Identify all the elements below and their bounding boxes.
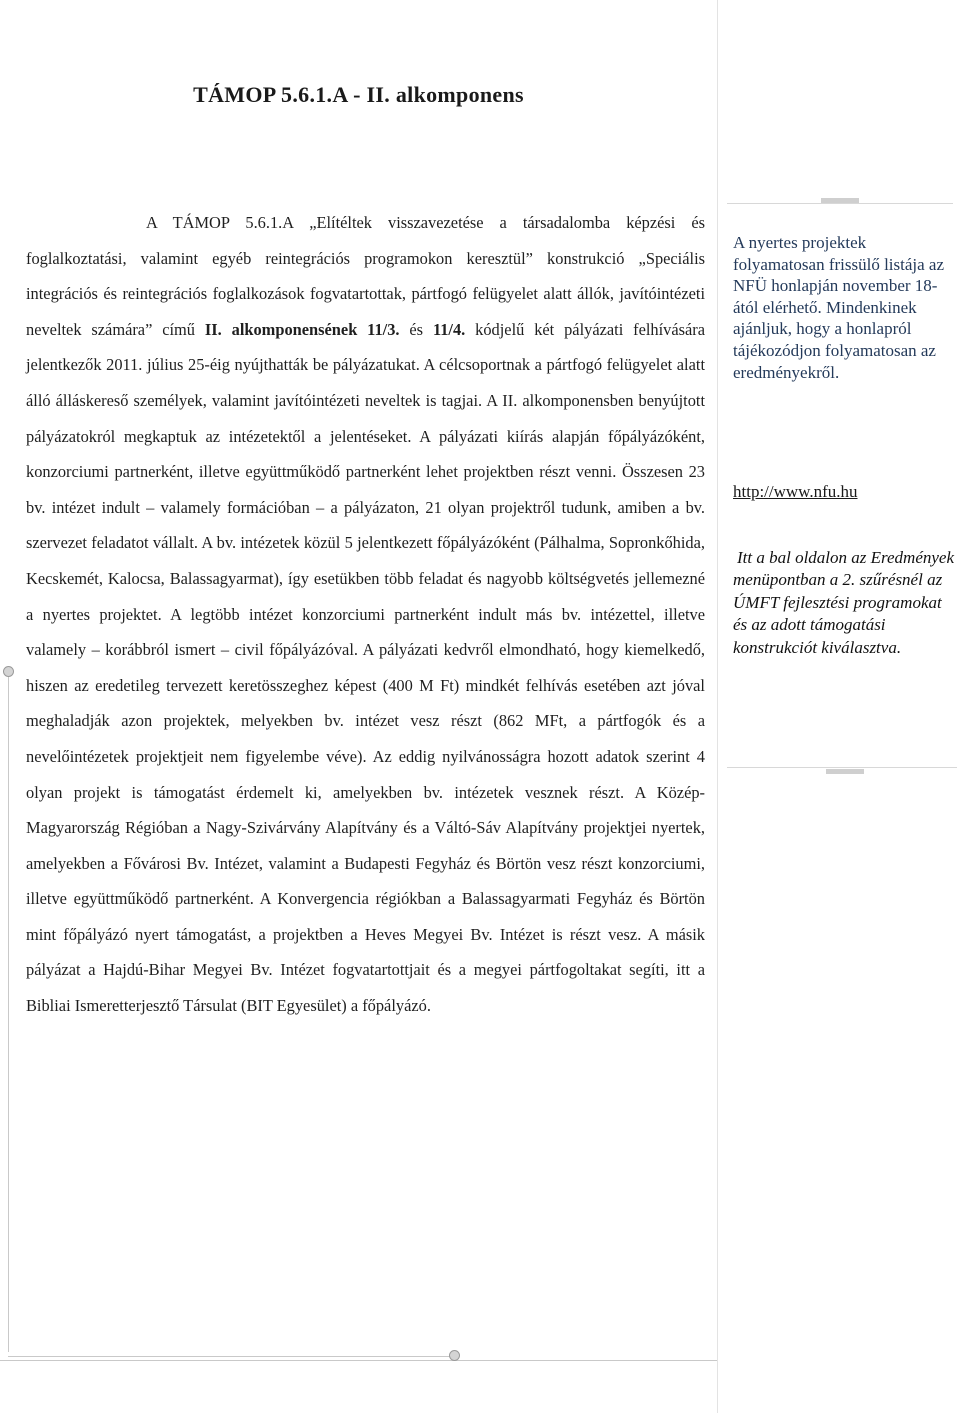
resize-handle-top-left[interactable] xyxy=(3,666,14,677)
sidebar-info-text: A nyertes projektek folyamatosan frissülő listája az NFÜ honlapján november 18-ától elérhető. Mindenkinek ajánljuk, hogy a honlapról tájékozódjon folyamatosan az eredményekről. xyxy=(733,233,945,382)
document-title: TÁMOP 5.6.1.A - II. alkomponens xyxy=(193,82,524,107)
resize-handle-bottom[interactable] xyxy=(449,1350,460,1361)
textbox-bottom-border xyxy=(8,1356,454,1357)
sidebar-note-text: Itt a bal oldalon az Eredmények menüpontban a 2. szűrésnél az ÚMFT fejlesztési programokat és az adott támogatási konstrukciót kiválasztva. xyxy=(733,548,955,657)
page-edge-divider xyxy=(717,0,718,1413)
paragraph-run: kódjelű két pályázati felhívására jelentkezők 2011. július 25-éig nyújthatták be pályázatukat. A célcsoportnak a pártfogó felügyelet alatt álló álláskereső személyek, valamint javítóintézeti neveltek is tagjai. A II. alkomponensben benyújtott pályázatokról megkaptuk az intézetektől a jelentéseket. A pályázati kiírás alapján főpályázóként, konzorciumi partnerként, illetve együttműködő partnerként lehet projektben részt venni. Összesen 23 bv. intézet indult – valamely formációban – a pályázaton, 21 olyan projektről tudunk, amiben a bv. szervezet feladatot vállalt. A bv. intézetek közül 5 jelentkezett főpályázóként (Pálhalma, Sopronkőhida, Kecskemét, Kalocsa, Balassagyarmat), így esetükben több feladat és nagyobb költségvetés jellemezné a nyertes projektet. A legtöbb intézet konzorciumi partnerként indult más bv. intézettel, illetve valamely – korábbról ismert – civil főpályázóval. A pályázati kedvről elmondható, hogy kiemelkedő, hiszen az eredetileg tervezett keretösszeghez képest (400 M Ft) mindkét felhívás esetében azt jóval meghaladják azon projektek, melyekben bv. intézet vesz részt (862 MFt, a pártfogók és a nevelőintézetek projektjeit nem figyelembe véve). Az eddig nyilvánosságra hozott adatok szerint 4 olyan projekt is támogatást érdemelt ki, amelyekben bv. intézetek vesznek részt. A Közép-Magyarország Régióban a Nagy-Szivárvány Alapítvány és a Váltó-Sáv Alapítvány projektjei nyertek, amelyekben a Fővárosi Bv. Intézet, valamint a Budapesti Fegyház és Börtön vesz részt konzorciumi, illetve együttműködő partnerként. A Konvergencia régiókban a Balassagyarmati Fegyház és Börtön mint főpályázó nyert támogatást, a projektben a Heves Megyei Bv. Intézet is részt vesz. A másik pályázat a Hajdú-Bihar Megyei Bv. Intézet fogvatartottjait és a megyei pártfogoltakat segíti, itt a Bibliai Ismeretterjesztő Társulat (BIT Egyesület) a főpályázó. xyxy=(26,319,706,1016)
textbox-left-border xyxy=(8,677,9,1352)
paragraph-run: és xyxy=(399,319,433,339)
paragraph-run-bold: II. alkomponensének 11/3. xyxy=(204,319,400,339)
sidebar-nfu-link[interactable]: http://www.nfu.hu xyxy=(733,482,858,501)
main-paragraph xyxy=(26,205,705,1024)
page-bottom-divider xyxy=(0,1360,717,1361)
sidebar-top-rule xyxy=(727,203,953,204)
sidebar-top-marker xyxy=(821,198,859,203)
sidebar-bottom-marker xyxy=(826,769,864,774)
sidebar-bottom-rule xyxy=(727,767,957,768)
paragraph-run: A TÁMOP 5.6.1.A „Elítéltek visszavezetése a társadalomba képzési és foglalkoztatási, valamint egyéb reintegrációs programokon keresztül” konstrukció „Speciális integrációs és reintegrációs foglalkozások fogvatartottak, pártfogó felügyelet alatt állók, javítóintézeti neveltek számára” című xyxy=(26,213,705,339)
paragraph-run-bold: 11/4. xyxy=(432,319,466,339)
